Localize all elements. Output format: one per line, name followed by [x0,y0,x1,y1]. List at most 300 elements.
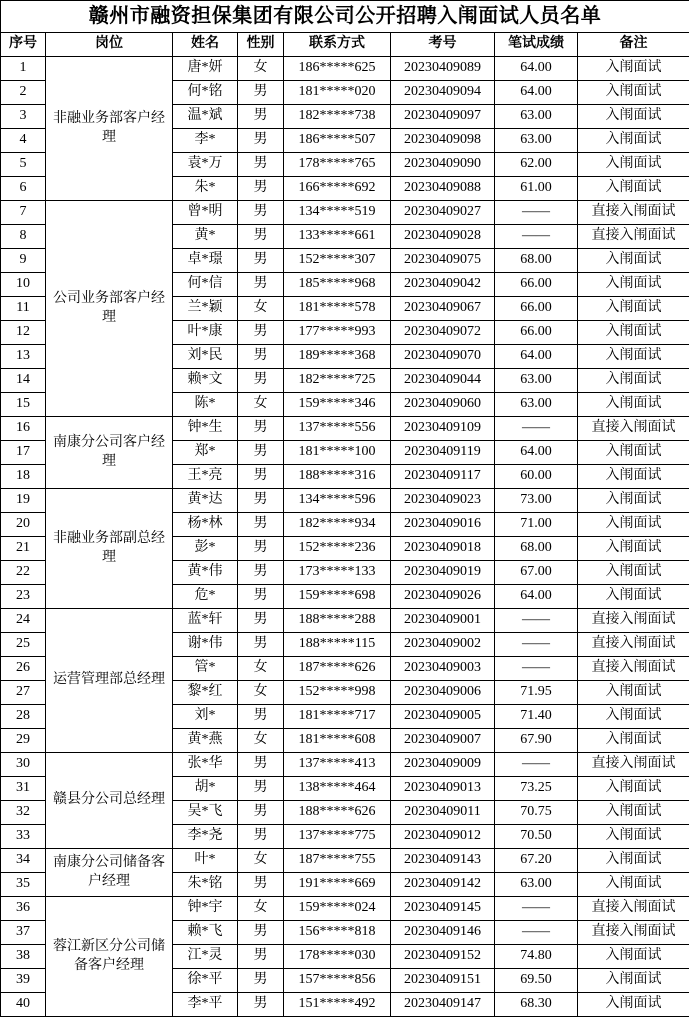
phone-cell: 159*****698 [284,585,391,609]
remark-cell: 入闱面试 [578,945,689,969]
name-cell: 卓*璟 [173,249,238,273]
column-header-exam-number: 考号 [391,33,495,57]
gender-cell: 男 [238,81,284,105]
phone-cell: 182*****738 [284,105,391,129]
exam-number-cell: 20230409013 [391,777,495,801]
title-row [1,1,689,33]
exam-number-cell: 20230409117 [391,465,495,489]
position-cell: 蓉江新区分公司储备客户经理 [46,897,173,1017]
remark-cell: 入闱面试 [578,873,689,897]
seq-cell: 13 [1,345,46,369]
score-cell: 74.80 [495,945,578,969]
exam-number-cell: 20230409003 [391,657,495,681]
remark-cell: 入闱面试 [578,801,689,825]
name-cell: 赖*文 [173,369,238,393]
phone-cell: 156*****818 [284,921,391,945]
phone-cell: 181*****578 [284,297,391,321]
exam-number-cell: 20230409027 [391,201,495,225]
phone-cell: 188*****316 [284,465,391,489]
remark-cell: 入闱面试 [578,177,689,201]
phone-cell: 134*****519 [284,201,391,225]
exam-number-cell: 20230409016 [391,513,495,537]
score-cell: 64.00 [495,345,578,369]
phone-cell: 133*****661 [284,225,391,249]
phone-cell: 187*****755 [284,849,391,873]
exam-number-cell: 20230409143 [391,849,495,873]
header-row [1,33,689,57]
score-cell: 64.00 [495,585,578,609]
remark-cell: 直接入闱面试 [578,897,689,921]
exam-number-cell: 20230409097 [391,105,495,129]
seq-cell: 9 [1,249,46,273]
remark-cell: 入闱面试 [578,345,689,369]
gender-cell: 男 [238,153,284,177]
remark-cell: 直接入闱面试 [578,753,689,777]
name-cell: 刘*民 [173,345,238,369]
seq-cell: 37 [1,921,46,945]
score-cell: 66.00 [495,321,578,345]
seq-cell: 35 [1,873,46,897]
score-cell: —— [495,657,578,681]
name-cell: 曾*明 [173,201,238,225]
remark-cell: 入闱面试 [578,81,689,105]
seq-cell: 3 [1,105,46,129]
seq-cell: 4 [1,129,46,153]
name-cell: 郑* [173,441,238,465]
score-cell: 64.00 [495,81,578,105]
score-cell: 61.00 [495,177,578,201]
gender-cell: 男 [238,177,284,201]
phone-cell: 137*****413 [284,753,391,777]
remark-cell: 入闱面试 [578,489,689,513]
seq-cell: 6 [1,177,46,201]
phone-cell: 182*****725 [284,369,391,393]
score-cell: —— [495,633,578,657]
gender-cell: 男 [238,993,284,1017]
remark-cell: 直接入闱面试 [578,633,689,657]
column-header-gender: 性别 [238,33,284,57]
seq-cell: 18 [1,465,46,489]
score-cell: 67.90 [495,729,578,753]
phone-cell: 152*****307 [284,249,391,273]
seq-cell: 38 [1,945,46,969]
remark-cell: 直接入闱面试 [578,921,689,945]
exam-number-cell: 20230409152 [391,945,495,969]
score-cell: 67.20 [495,849,578,873]
name-cell: 张*华 [173,753,238,777]
gender-cell: 男 [238,633,284,657]
seq-cell: 29 [1,729,46,753]
name-cell: 朱*铭 [173,873,238,897]
score-cell: 69.50 [495,969,578,993]
table-row [1,753,689,777]
phone-cell: 178*****765 [284,153,391,177]
name-cell: 温*斌 [173,105,238,129]
table-row [1,489,689,513]
gender-cell: 男 [238,441,284,465]
exam-number-cell: 20230409042 [391,273,495,297]
remark-cell: 入闱面试 [578,537,689,561]
gender-cell: 男 [238,321,284,345]
name-cell: 兰*颖 [173,297,238,321]
remark-cell: 入闱面试 [578,585,689,609]
gender-cell: 女 [238,393,284,417]
phone-cell: 187*****626 [284,657,391,681]
exam-number-cell: 20230409119 [391,441,495,465]
gender-cell: 男 [238,777,284,801]
score-cell: 63.00 [495,393,578,417]
remark-cell: 入闱面试 [578,153,689,177]
gender-cell: 男 [238,105,284,129]
seq-cell: 21 [1,537,46,561]
table-row [1,897,689,921]
phone-cell: 178*****030 [284,945,391,969]
name-cell: 吴*飞 [173,801,238,825]
remark-cell: 入闱面试 [578,57,689,81]
gender-cell: 男 [238,801,284,825]
seq-cell: 22 [1,561,46,585]
phone-cell: 186*****625 [284,57,391,81]
exam-number-cell: 20230409142 [391,873,495,897]
score-cell: 71.00 [495,513,578,537]
gender-cell: 男 [238,561,284,585]
score-cell: —— [495,417,578,441]
gender-cell: 男 [238,465,284,489]
position-cell: 运营管理部总经理 [46,609,173,753]
exam-number-cell: 20230409026 [391,585,495,609]
name-cell: 何*信 [173,273,238,297]
remark-cell: 直接入闱面试 [578,657,689,681]
exam-number-cell: 20230409070 [391,345,495,369]
name-cell: 危* [173,585,238,609]
remark-cell: 入闱面试 [578,321,689,345]
name-cell: 黄*伟 [173,561,238,585]
score-cell: 68.00 [495,249,578,273]
remark-cell: 入闱面试 [578,393,689,417]
score-cell: 63.00 [495,105,578,129]
phone-cell: 181*****608 [284,729,391,753]
exam-number-cell: 20230409012 [391,825,495,849]
name-cell: 钟*宇 [173,897,238,921]
seq-cell: 25 [1,633,46,657]
seq-cell: 23 [1,585,46,609]
name-cell: 李*平 [173,993,238,1017]
name-cell: 黄*达 [173,489,238,513]
name-cell: 黎*红 [173,681,238,705]
score-cell: 70.50 [495,825,578,849]
exam-number-cell: 20230409044 [391,369,495,393]
gender-cell: 男 [238,201,284,225]
gender-cell: 男 [238,921,284,945]
exam-number-cell: 20230409075 [391,249,495,273]
phone-cell: 137*****556 [284,417,391,441]
score-cell: —— [495,201,578,225]
remark-cell: 入闱面试 [578,729,689,753]
gender-cell: 男 [238,345,284,369]
phone-cell: 188*****626 [284,801,391,825]
name-cell: 叶*康 [173,321,238,345]
gender-cell: 男 [238,945,284,969]
gender-cell: 女 [238,681,284,705]
gender-cell: 男 [238,753,284,777]
seq-cell: 11 [1,297,46,321]
gender-cell: 男 [238,513,284,537]
remark-cell: 入闱面试 [578,369,689,393]
exam-number-cell: 20230409060 [391,393,495,417]
exam-number-cell: 20230409007 [391,729,495,753]
score-cell: 68.30 [495,993,578,1017]
exam-number-cell: 20230409151 [391,969,495,993]
gender-cell: 女 [238,297,284,321]
name-cell: 李* [173,129,238,153]
score-cell: 63.00 [495,873,578,897]
seq-cell: 16 [1,417,46,441]
seq-cell: 10 [1,273,46,297]
gender-cell: 男 [238,585,284,609]
gender-cell: 女 [238,849,284,873]
score-cell: 68.00 [495,537,578,561]
phone-cell: 181*****020 [284,81,391,105]
phone-cell: 157*****856 [284,969,391,993]
name-cell: 黄* [173,225,238,249]
score-cell: 66.00 [495,273,578,297]
column-header-position: 岗位 [46,33,173,57]
name-cell: 李*尧 [173,825,238,849]
phone-cell: 186*****507 [284,129,391,153]
position-cell: 公司业务部客户经理 [46,201,173,417]
name-cell: 赖*飞 [173,921,238,945]
name-cell: 胡* [173,777,238,801]
seq-cell: 24 [1,609,46,633]
gender-cell: 男 [238,369,284,393]
name-cell: 彭* [173,537,238,561]
exam-number-cell: 20230409009 [391,753,495,777]
phone-cell: 138*****464 [284,777,391,801]
seq-cell: 32 [1,801,46,825]
exam-number-cell: 20230409006 [391,681,495,705]
exam-number-cell: 20230409028 [391,225,495,249]
remark-cell: 入闱面试 [578,513,689,537]
gender-cell: 男 [238,537,284,561]
exam-number-cell: 20230409023 [391,489,495,513]
gender-cell: 男 [238,249,284,273]
score-cell: —— [495,609,578,633]
exam-number-cell: 20230409098 [391,129,495,153]
seq-cell: 15 [1,393,46,417]
seq-cell: 20 [1,513,46,537]
name-cell: 管* [173,657,238,681]
score-cell: —— [495,225,578,249]
remark-cell: 入闱面试 [578,777,689,801]
name-cell: 徐*平 [173,969,238,993]
gender-cell: 男 [238,825,284,849]
gender-cell: 男 [238,225,284,249]
exam-number-cell: 20230409011 [391,801,495,825]
score-cell: 73.00 [495,489,578,513]
remark-cell: 入闱面试 [578,969,689,993]
seq-cell: 30 [1,753,46,777]
name-cell: 江*灵 [173,945,238,969]
seq-cell: 26 [1,657,46,681]
page-title: 赣州市融资担保集团有限公司公开招聘入闱面试人员名单 [1,1,689,33]
gender-cell: 男 [238,969,284,993]
remark-cell: 入闱面试 [578,681,689,705]
remark-cell: 入闱面试 [578,129,689,153]
score-cell: 67.00 [495,561,578,585]
gender-cell: 男 [238,873,284,897]
exam-number-cell: 20230409094 [391,81,495,105]
phone-cell: 181*****717 [284,705,391,729]
name-cell: 蓝*轩 [173,609,238,633]
score-cell: 66.00 [495,297,578,321]
score-cell: 63.00 [495,129,578,153]
position-cell: 南康分公司储备客户经理 [46,849,173,897]
seq-cell: 5 [1,153,46,177]
remark-cell: 入闱面试 [578,465,689,489]
score-cell: 70.75 [495,801,578,825]
gender-cell: 男 [238,609,284,633]
name-cell: 王*亮 [173,465,238,489]
phone-cell: 152*****998 [284,681,391,705]
seq-cell: 27 [1,681,46,705]
remark-cell: 入闱面试 [578,441,689,465]
name-cell: 黄*燕 [173,729,238,753]
score-cell: 63.00 [495,369,578,393]
remark-cell: 入闱面试 [578,825,689,849]
remark-cell: 入闱面试 [578,105,689,129]
name-cell: 杨*林 [173,513,238,537]
remark-cell: 入闱面试 [578,273,689,297]
score-cell: 71.95 [495,681,578,705]
score-cell: 60.00 [495,465,578,489]
column-header-phone: 联系方式 [284,33,391,57]
remark-cell: 直接入闱面试 [578,225,689,249]
seq-cell: 33 [1,825,46,849]
phone-cell: 185*****968 [284,273,391,297]
score-cell: 64.00 [495,441,578,465]
phone-cell: 166*****692 [284,177,391,201]
score-cell: 64.00 [495,57,578,81]
name-cell: 钟*生 [173,417,238,441]
name-cell: 叶* [173,849,238,873]
exam-number-cell: 20230409018 [391,537,495,561]
phone-cell: 182*****934 [284,513,391,537]
exam-number-cell: 20230409145 [391,897,495,921]
name-cell: 刘* [173,705,238,729]
exam-number-cell: 20230409089 [391,57,495,81]
exam-number-cell: 20230409109 [391,417,495,441]
remark-cell: 入闱面试 [578,249,689,273]
seq-cell: 39 [1,969,46,993]
gender-cell: 男 [238,417,284,441]
seq-cell: 2 [1,81,46,105]
score-cell: 71.40 [495,705,578,729]
seq-cell: 31 [1,777,46,801]
exam-number-cell: 20230409147 [391,993,495,1017]
seq-cell: 36 [1,897,46,921]
name-cell: 袁*万 [173,153,238,177]
remark-cell: 入闱面试 [578,297,689,321]
exam-number-cell: 20230409072 [391,321,495,345]
table-row [1,201,689,225]
remark-cell: 直接入闱面试 [578,201,689,225]
phone-cell: 188*****115 [284,633,391,657]
exam-number-cell: 20230409067 [391,297,495,321]
phone-cell: 137*****775 [284,825,391,849]
position-cell: 非融业务部副总经理 [46,489,173,609]
gender-cell: 女 [238,897,284,921]
seq-cell: 34 [1,849,46,873]
position-cell: 赣县分公司总经理 [46,753,173,849]
exam-number-cell: 20230409146 [391,921,495,945]
score-cell: —— [495,753,578,777]
exam-number-cell: 20230409019 [391,561,495,585]
seq-cell: 17 [1,441,46,465]
exam-number-cell: 20230409005 [391,705,495,729]
table-row [1,609,689,633]
exam-number-cell: 20230409001 [391,609,495,633]
remark-cell: 直接入闱面试 [578,609,689,633]
name-cell: 谢*伟 [173,633,238,657]
seq-cell: 40 [1,993,46,1017]
table-body [1,57,689,1017]
name-cell: 朱* [173,177,238,201]
name-cell: 陈* [173,393,238,417]
score-cell: —— [495,897,578,921]
remark-cell: 入闱面试 [578,561,689,585]
seq-cell: 7 [1,201,46,225]
seq-cell: 14 [1,369,46,393]
table-row [1,57,689,81]
seq-cell: 19 [1,489,46,513]
phone-cell: 159*****346 [284,393,391,417]
seq-cell: 12 [1,321,46,345]
table-row [1,849,689,873]
phone-cell: 188*****288 [284,609,391,633]
phone-cell: 189*****368 [284,345,391,369]
column-header-score: 笔试成绩 [495,33,578,57]
score-cell: 62.00 [495,153,578,177]
gender-cell: 女 [238,729,284,753]
phone-cell: 191*****669 [284,873,391,897]
score-cell: 73.25 [495,777,578,801]
column-header-remark: 备注 [578,33,689,57]
remark-cell: 入闱面试 [578,849,689,873]
column-header-name: 姓名 [173,33,238,57]
gender-cell: 男 [238,129,284,153]
remark-cell: 入闱面试 [578,705,689,729]
gender-cell: 男 [238,705,284,729]
remark-cell: 直接入闱面试 [578,417,689,441]
gender-cell: 女 [238,57,284,81]
remark-cell: 入闱面试 [578,993,689,1017]
phone-cell: 152*****236 [284,537,391,561]
exam-number-cell: 20230409088 [391,177,495,201]
phone-cell: 181*****100 [284,441,391,465]
score-cell: —— [495,921,578,945]
exam-number-cell: 20230409090 [391,153,495,177]
name-cell: 唐*妍 [173,57,238,81]
gender-cell: 女 [238,657,284,681]
table-row [1,417,689,441]
position-cell: 南康分公司客户经理 [46,417,173,489]
phone-cell: 134*****596 [284,489,391,513]
phone-cell: 177*****993 [284,321,391,345]
seq-cell: 8 [1,225,46,249]
phone-cell: 173*****133 [284,561,391,585]
seq-cell: 28 [1,705,46,729]
seq-cell: 1 [1,57,46,81]
